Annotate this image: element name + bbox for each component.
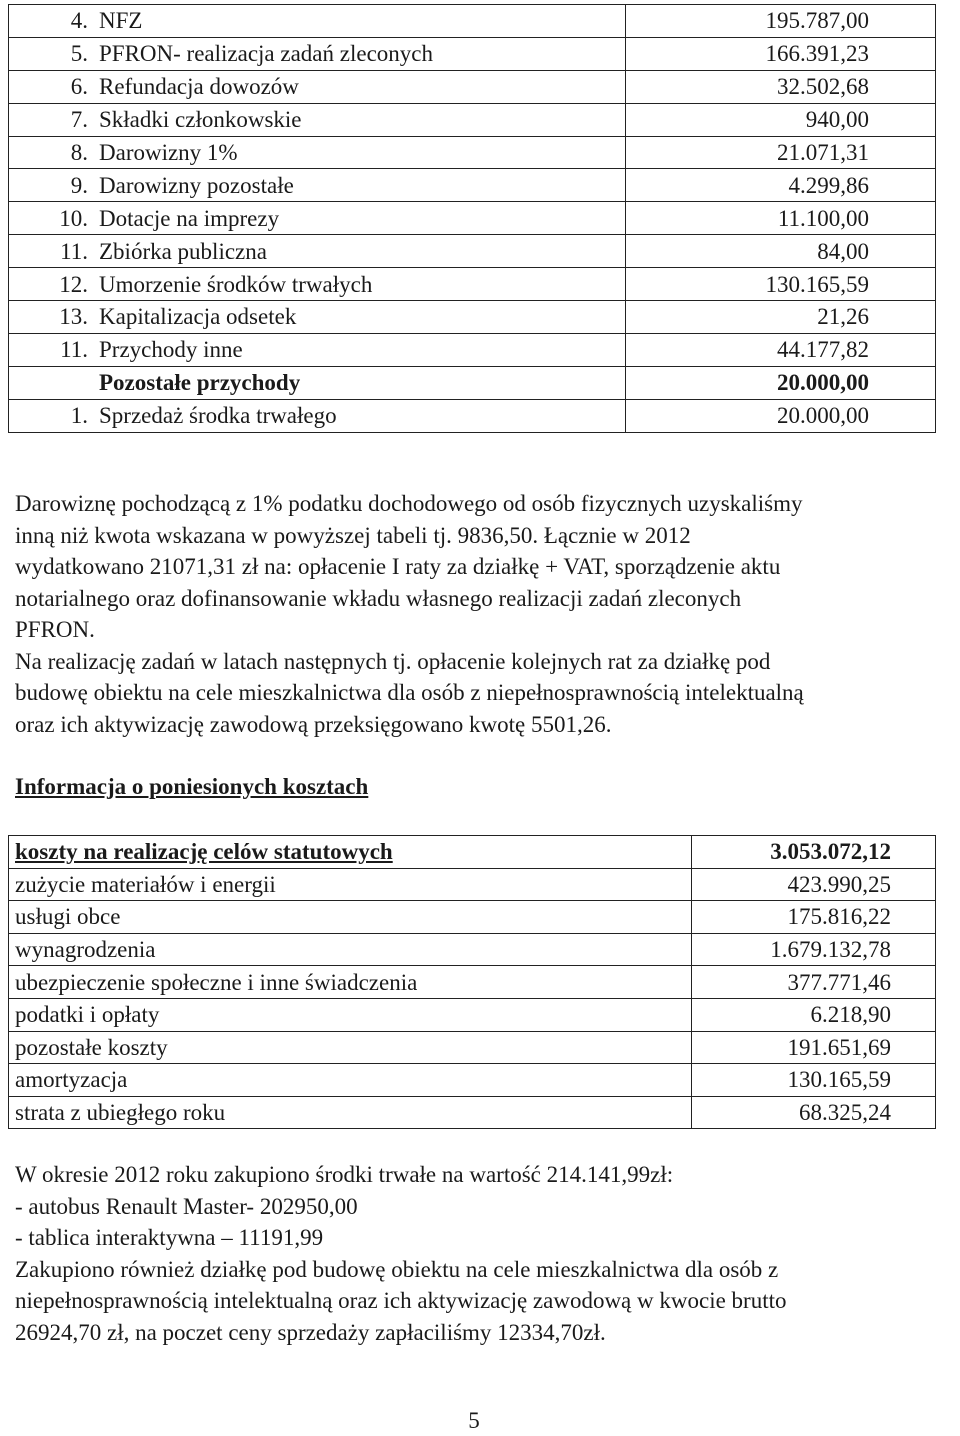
cost-label: ubezpieczenie społeczne i inne świadczenia bbox=[9, 966, 692, 999]
page-number: 5 bbox=[468, 1408, 480, 1433]
row-number: 6. bbox=[9, 70, 94, 103]
row-value: 20.000,00 bbox=[626, 399, 936, 432]
income-table-body bbox=[9, 5, 936, 433]
cost-row bbox=[9, 901, 936, 934]
cost-row bbox=[9, 1064, 936, 1097]
row-label: NFZ bbox=[93, 5, 626, 38]
cost-value: 68.325,24 bbox=[692, 1096, 936, 1129]
cost-label: pozostałe koszty bbox=[9, 1031, 692, 1064]
cost-label: wynagrodzenia bbox=[9, 933, 692, 966]
cost-value: 377.771,46 bbox=[692, 966, 936, 999]
row-label: Refundacja dowozów bbox=[93, 70, 626, 103]
cost-value: 6.218,90 bbox=[692, 998, 936, 1031]
cost-label: koszty na realizację celów statutowych bbox=[9, 836, 692, 869]
row-number: 8. bbox=[9, 136, 94, 169]
cost-row bbox=[9, 868, 936, 901]
costs-table-body bbox=[9, 836, 936, 1129]
cost-row bbox=[9, 836, 936, 869]
row-value: 195.787,00 bbox=[626, 5, 936, 38]
income-row bbox=[9, 202, 936, 235]
cost-value: 423.990,25 bbox=[692, 868, 936, 901]
income-row bbox=[9, 169, 936, 202]
donation-paragraph: Darowiznę pochodzącą z 1% podatku dochodowego od osób fizycznych uzyskaliśmy inną niż kwota wskazana w powyższej tabeli tj. 9836,50. Łącznie w 2012 wydatkowano 21071,31 zł na: opłacenie I raty za działkę + VAT, sporządzenie aktu notarialnego oraz dofinansowanie wkładu własnego realizacji zadań zleconych PFRON. Na realizację zadań w latach następnych tj. opłacenie kolejnych rat za działkę pod budowę obiektu na cele mieszkalnictwa dla osób z niepełnosprawnością intelektualną oraz ich aktywizację zawodową przeksięgowano kwotę 5501,26. bbox=[15, 491, 804, 737]
cost-row bbox=[9, 966, 936, 999]
cost-label: podatki i opłaty bbox=[9, 998, 692, 1031]
income-row bbox=[9, 5, 936, 38]
row-number: 4. bbox=[9, 5, 94, 38]
cost-label: strata z ubiegłego roku bbox=[9, 1096, 692, 1129]
row-label: Dotacje na imprezy bbox=[93, 202, 626, 235]
cost-row bbox=[9, 1096, 936, 1129]
income-row bbox=[9, 37, 936, 70]
income-row bbox=[9, 333, 936, 366]
cost-row bbox=[9, 998, 936, 1031]
row-label: Pozostałe przychody bbox=[93, 366, 626, 399]
cost-value: 130.165,59 bbox=[692, 1064, 936, 1097]
row-value: 11.100,00 bbox=[626, 202, 936, 235]
row-value: 21,26 bbox=[626, 301, 936, 334]
row-label: Zbiórka publiczna bbox=[93, 235, 626, 268]
row-number: 9. bbox=[9, 169, 94, 202]
row-value: 84,00 bbox=[626, 235, 936, 268]
income-row bbox=[9, 235, 936, 268]
row-number: 11. bbox=[9, 235, 94, 268]
row-value: 44.177,82 bbox=[626, 333, 936, 366]
row-number: 10. bbox=[9, 202, 94, 235]
row-number bbox=[9, 366, 94, 399]
cost-value: 175.816,22 bbox=[692, 901, 936, 934]
cost-label: amortyzacja bbox=[9, 1064, 692, 1097]
row-label: Składki członkowskie bbox=[93, 103, 626, 136]
income-row bbox=[9, 70, 936, 103]
row-value: 130.165,59 bbox=[626, 268, 936, 301]
cost-value: 1.679.132,78 bbox=[692, 933, 936, 966]
row-number: 11. bbox=[9, 333, 94, 366]
section-heading: Informacja o poniesionych kosztach bbox=[15, 774, 369, 799]
row-label: PFRON- realizacja zadań zleconych bbox=[93, 37, 626, 70]
cost-value: 191.651,69 bbox=[692, 1031, 936, 1064]
row-label: Darowizny 1% bbox=[93, 136, 626, 169]
row-label: Przychody inne bbox=[93, 333, 626, 366]
cost-row bbox=[9, 1031, 936, 1064]
cost-label: usługi obce bbox=[9, 901, 692, 934]
cost-value: 3.053.072,12 bbox=[692, 836, 936, 869]
income-row bbox=[9, 136, 936, 169]
row-label: Umorzenie środków trwałych bbox=[93, 268, 626, 301]
costs-table bbox=[8, 835, 936, 1129]
row-label: Darowizny pozostałe bbox=[93, 169, 626, 202]
cost-row bbox=[9, 933, 936, 966]
row-value: 32.502,68 bbox=[626, 70, 936, 103]
fixed-assets-paragraph: W okresie 2012 roku zakupiono środki trwałe na wartość 214.141,99zł: - autobus Renault Master- 202950,00 - tablica interaktywna – 11191,99 Zakupiono również działkę pod budowę obiektu na cele mieszkalnictwa dla osób z niepełnosprawnością intelektualną oraz ich aktywizację zawodową w kwocie brutto 26924,70 zł, na poczet ceny sprzedaży zapłaciliśmy 12334,70zł. bbox=[15, 1162, 787, 1345]
income-row bbox=[9, 268, 936, 301]
row-number: 5. bbox=[9, 37, 94, 70]
income-row bbox=[9, 399, 936, 432]
income-table bbox=[8, 4, 936, 433]
row-value: 20.000,00 bbox=[626, 366, 936, 399]
row-number: 12. bbox=[9, 268, 94, 301]
row-label: Sprzedaż środka trwałego bbox=[93, 399, 626, 432]
row-value: 166.391,23 bbox=[626, 37, 936, 70]
row-value: 4.299,86 bbox=[626, 169, 936, 202]
row-value: 940,00 bbox=[626, 103, 936, 136]
row-number: 13. bbox=[9, 301, 94, 334]
row-number: 1. bbox=[9, 399, 94, 432]
row-number: 7. bbox=[9, 103, 94, 136]
income-row bbox=[9, 301, 936, 334]
income-row bbox=[9, 366, 936, 399]
row-label: Kapitalizacja odsetek bbox=[93, 301, 626, 334]
row-value: 21.071,31 bbox=[626, 136, 936, 169]
cost-label: zużycie materiałów i energii bbox=[9, 868, 692, 901]
income-row bbox=[9, 103, 936, 136]
